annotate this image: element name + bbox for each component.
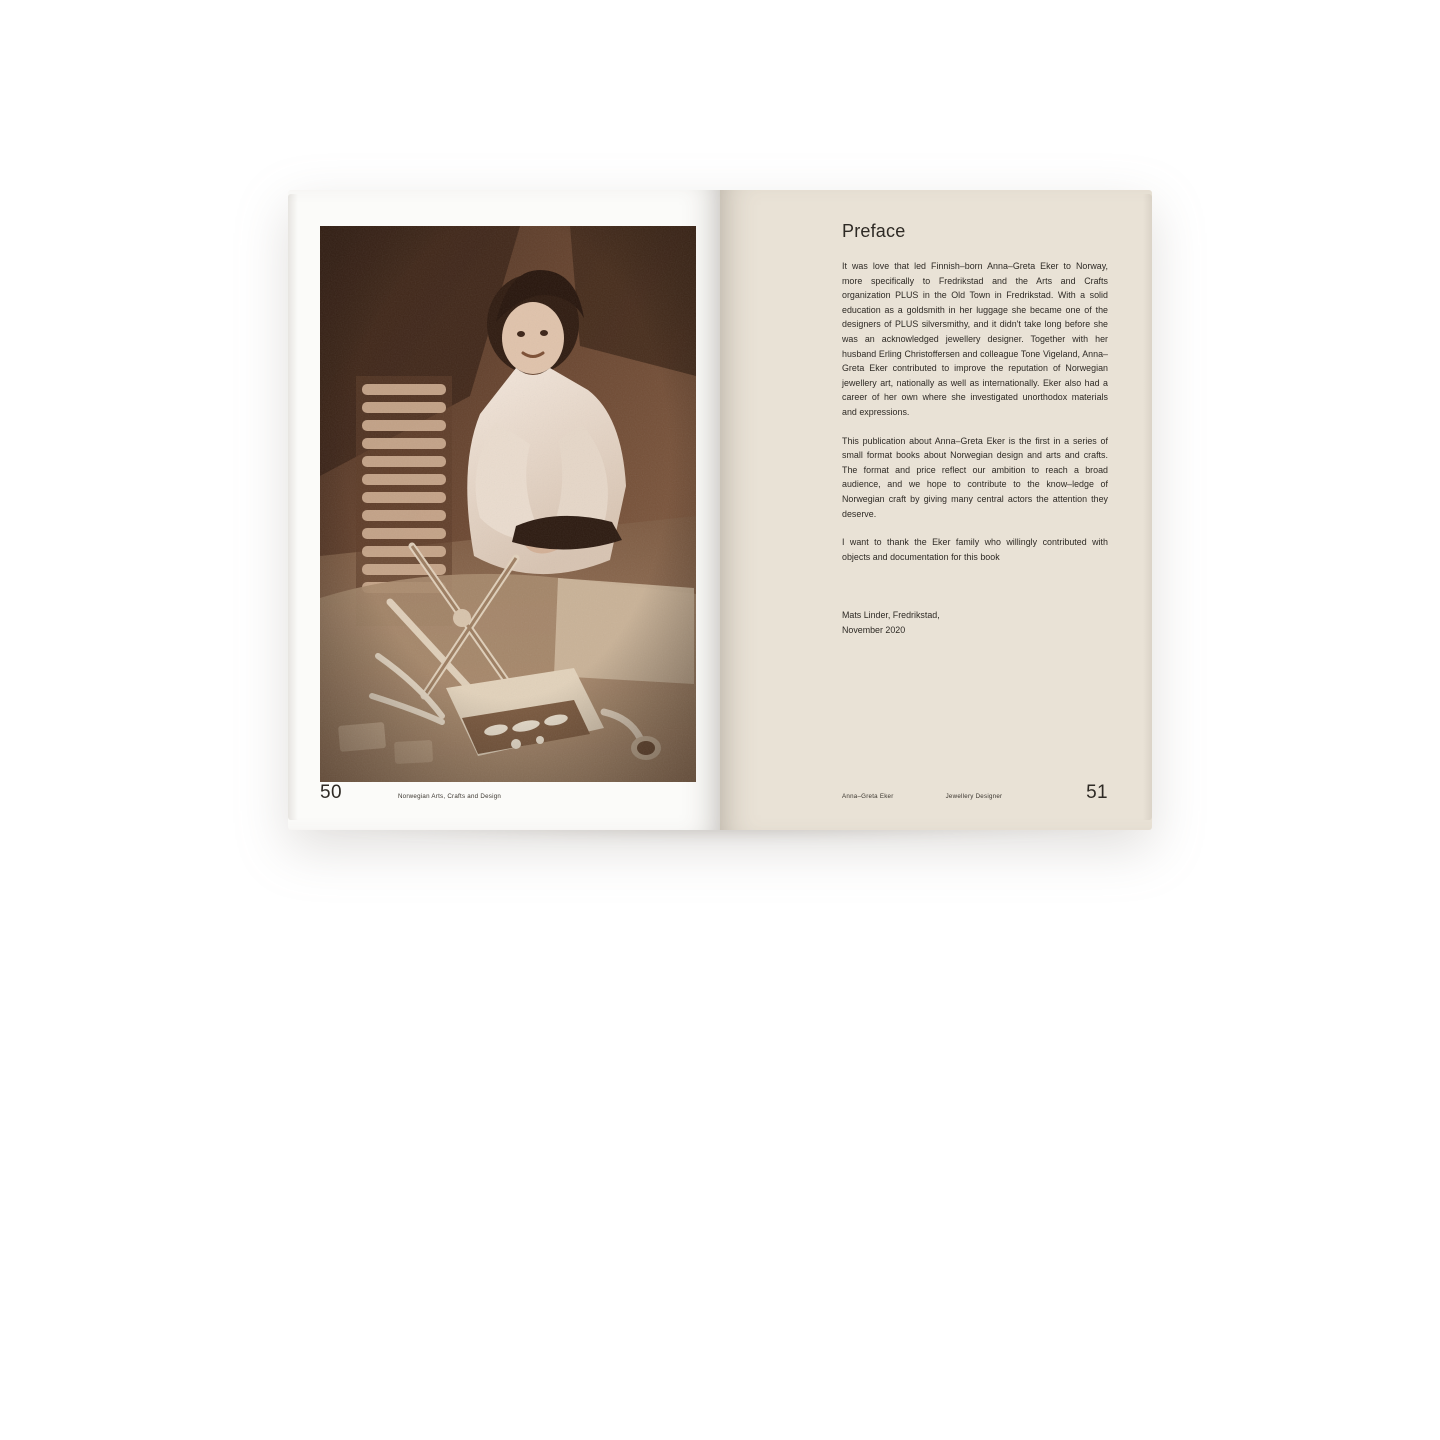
right-page-footer xyxy=(842,782,1108,804)
signature-block xyxy=(842,608,1108,637)
workshop-photograph xyxy=(320,226,696,782)
photograph-artwork xyxy=(320,226,696,782)
preface-paragraph-3: I want to thank the Eker family who willingly contributed with objects and documentation for this book xyxy=(842,537,1108,562)
signature-date: November 2020 xyxy=(842,624,906,635)
page-number-right: 51 xyxy=(1086,782,1108,803)
left-page xyxy=(288,190,720,830)
page-title: Preface xyxy=(842,221,906,241)
right-page xyxy=(720,190,1152,830)
open-book xyxy=(288,190,1152,830)
page-number-left: 50 xyxy=(320,782,342,803)
running-head-left: Norwegian Arts, Crafts and Design xyxy=(397,793,502,800)
running-head-role: Jewellery Designer xyxy=(945,793,1003,800)
preface-paragraph-2: This publication about Anna–Greta Eker is the first in a series of small format books about Norwegian design and arts and crafts. The format and price reflect our ambition to reach a broad audience, and we hope to contribute to the know–ledge of Norwegian craft by giving many central actors the attention they deserve. xyxy=(842,435,1108,519)
preface-paragraph-1: It was love that led Finnish–born Anna–Greta Eker to Norway, more specifically to Fredrikstad and the Arts and Crafts organization PLUS in the Old Town in Fredrikstad. With a solid education as a goldsmith in her luggage she became one of the designers of PLUS silversmithy, and it didn't take long before she was an acknowledged jewellery designer. Together with her husband Erling Christoffersen and colleague Tone Vigeland, Anna–Greta Eker contributed to improve the reputation of Norwegian jewellery art, nationally as well as internationally. Eker also had a career of her own where she investigated unorthodox materials and expressions. xyxy=(842,261,1108,417)
signature-name: Mats Linder, Fredrikstad, xyxy=(842,610,940,621)
left-page-footer xyxy=(320,782,696,804)
running-head-subject: Anna–Greta Eker xyxy=(842,793,894,800)
